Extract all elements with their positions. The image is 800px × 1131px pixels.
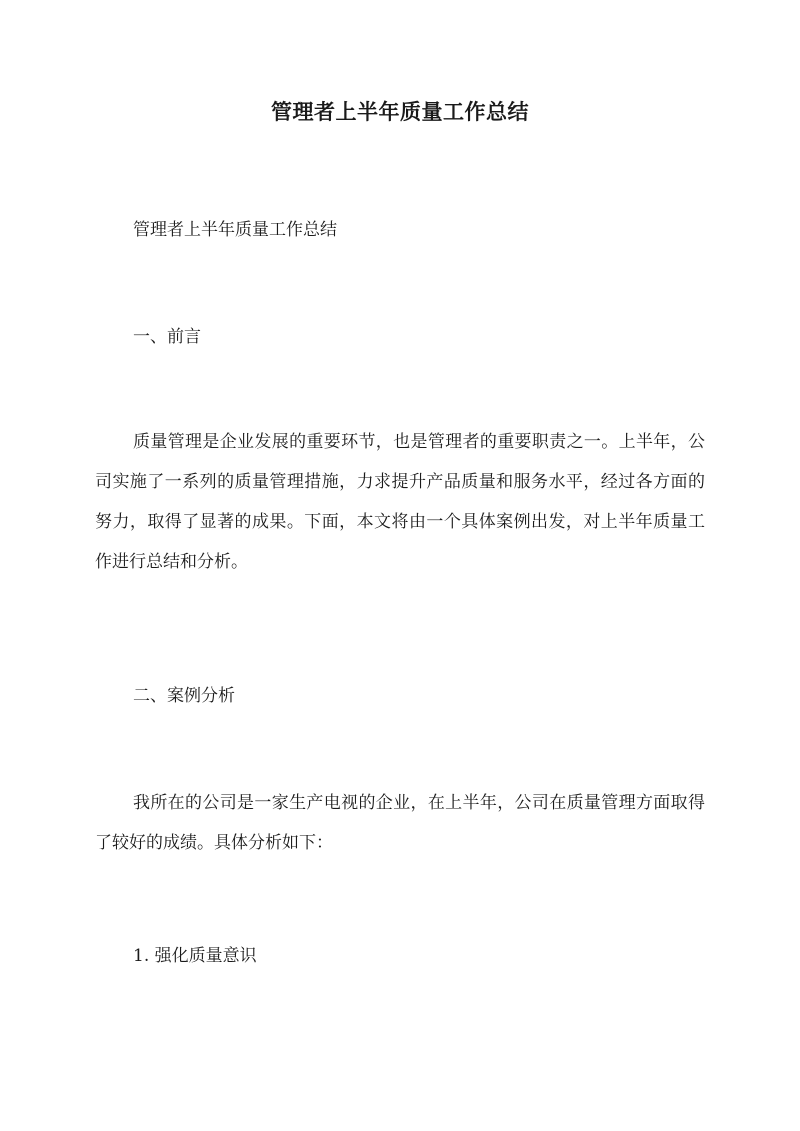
- document-title: 管理者上半年质量工作总结: [271, 99, 529, 124]
- document-subtitle: 管理者上半年质量工作总结: [133, 220, 337, 240]
- case-analysis-paragraph: 我所在的公司是一家生产电视的企业，在上半年，公司在质量管理方面取得了较好的成绩。具体分析如下：: [95, 793, 705, 853]
- section-heading-preface: 一、前言: [133, 327, 201, 347]
- subsection-heading-quality-awareness: 1. 强化质量意识: [133, 946, 257, 966]
- preface-paragraph: 质量管理是企业发展的重要环节，也是管理者的重要职责之一。上半年，公司实施了一系列的质量管理措施，力求提升产品质量和服务水平，经过各方面的努力，取得了显著的成果。下面，本文将由一个具体案例出发，对上半年质量工作进行总结和分析。: [95, 432, 705, 572]
- section-heading-case-analysis: 二、案例分析: [133, 686, 235, 706]
